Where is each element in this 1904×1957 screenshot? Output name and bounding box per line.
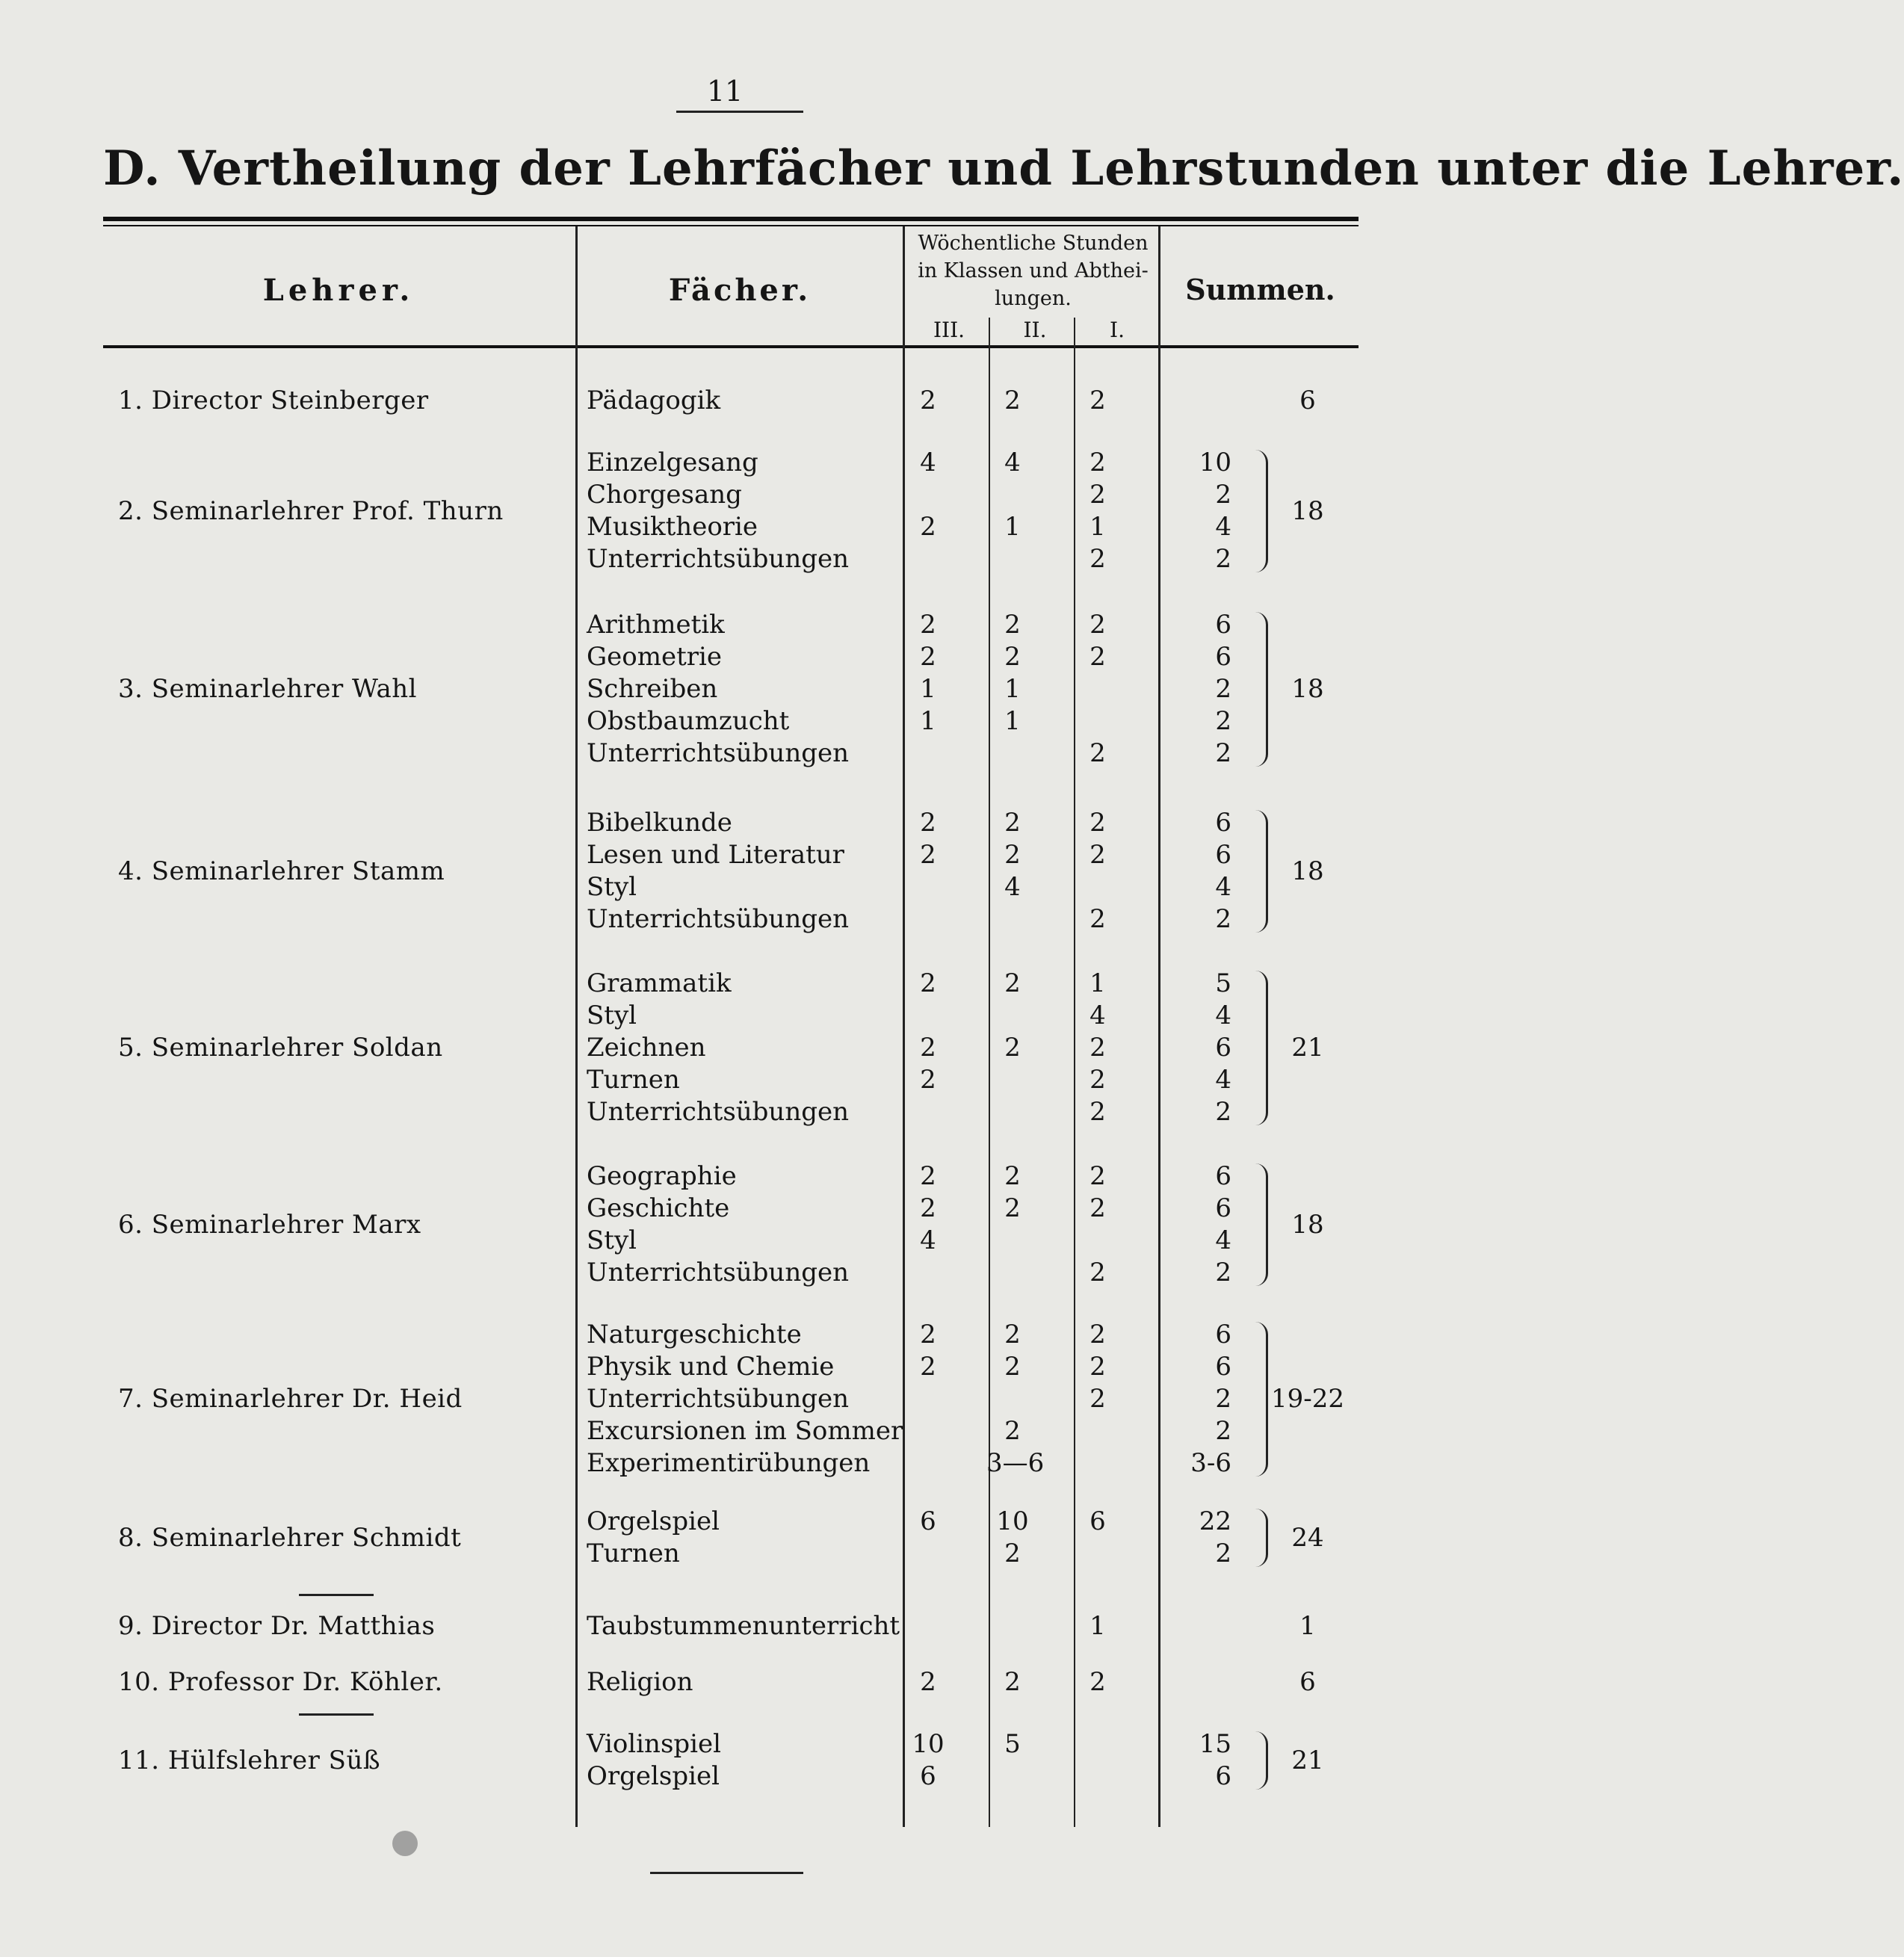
hours-class-II: 3—6 [986,1448,1045,1478]
hours-class-I: 2 [1089,1384,1106,1414]
weekly-hours-header-line2: in Klassen und Abthei- [918,259,1149,282]
hours-class-III: 2 [920,1320,936,1350]
hours-class-III: 2 [920,1033,936,1063]
hours-class-III: 2 [920,386,936,415]
subject-name: Lesen und Literatur [587,840,844,870]
page-number: 11 [706,75,744,108]
sums-column-header: Summen. [1185,273,1335,306]
sum-brace [1255,612,1268,767]
subject-name: Geometrie [587,642,723,672]
hours-class-I: 1 [1089,968,1106,998]
hours-class-III: 2 [920,512,936,542]
subject-sum: 2 [1215,1258,1231,1287]
subject-sum: 4 [1215,1065,1231,1095]
sum-brace [1255,810,1268,933]
subject-sum: 4 [1215,1001,1231,1030]
hours-class-III: 1 [920,674,936,704]
class-III-header: III. [933,318,965,342]
hours-class-III: 6 [920,1506,936,1536]
hours-class-III: 2 [920,1667,936,1697]
subject-name: Turnen [587,1539,680,1568]
teacher-name: 5. Seminarlehrer Soldan [118,1033,443,1063]
subject-name: Einzelgesang [587,448,758,477]
subject-sum: 4 [1215,512,1231,542]
subject-name: Taubstummenunterricht [587,1611,900,1641]
hours-class-I: 2 [1089,1033,1106,1063]
subject-name: Physik und Chemie [587,1352,835,1382]
subject-name: Bibelkunde [587,808,732,838]
subject-sum: 6 [1215,1193,1231,1223]
hours-class-I: 2 [1089,1193,1106,1223]
subject-sum: 4 [1215,1225,1231,1255]
hours-class-I: 2 [1089,1352,1106,1382]
hours-class-I: 1 [1089,1611,1106,1641]
sum-brace [1255,971,1268,1125]
subject-name: Geschichte [587,1193,730,1223]
hours-class-II: 2 [1004,386,1021,415]
hours-class-II: 2 [1004,808,1021,838]
sum-brace [1255,1322,1268,1477]
teacher-name: 8. Seminarlehrer Schmidt [118,1522,462,1553]
hours-class-I: 2 [1089,480,1106,510]
hours-class-III: 2 [920,808,936,838]
teacher-total: 1 [1299,1611,1316,1641]
hours-class-III: 10 [912,1729,945,1759]
hours-class-I: 2 [1089,738,1106,768]
teacher-name: 2. Seminarlehrer Prof. Thurn [118,495,504,526]
hours-class-I: 4 [1089,1001,1106,1030]
hours-class-III: 4 [920,1225,936,1255]
subject-sum: 4 [1215,872,1231,902]
teacher-total: 24 [1291,1522,1324,1553]
hours-class-II: 2 [1004,642,1021,672]
subject-name: Orgelspiel [587,1761,720,1791]
hours-class-III: 6 [920,1761,936,1791]
hours-class-II: 2 [1004,1667,1021,1697]
hours-class-II: 5 [1004,1729,1021,1759]
hours-class-I: 6 [1089,1506,1106,1536]
subject-sum: 6 [1215,1352,1231,1382]
footer-rule [650,1872,803,1874]
subject-name: Turnen [587,1065,680,1095]
teacher-total: 6 [1299,386,1316,415]
hours-class-I: 2 [1089,1667,1106,1697]
hours-class-I: 2 [1089,448,1106,477]
subject-sum: 2 [1215,706,1231,736]
subject-sum: 6 [1215,808,1231,838]
subject-sum: 5 [1215,968,1231,998]
ink-smudge [392,1831,418,1856]
subject-name: Pädagogik [587,386,721,415]
hours-class-II: 2 [1004,1193,1021,1223]
subject-sum: 2 [1215,480,1231,510]
hours-class-II: 2 [1004,1161,1021,1191]
hours-class-II: 2 [1004,610,1021,640]
hours-class-II: 1 [1004,512,1021,542]
hours-class-I: 2 [1089,642,1106,672]
hours-class-III: 2 [920,1352,936,1382]
hours-class-II: 2 [1004,1539,1021,1568]
teacher-total: 18 [1291,495,1324,526]
teacher-name: 3. Seminarlehrer Wahl [118,674,418,704]
hours-class-III: 2 [920,642,936,672]
hours-class-II: 2 [1004,968,1021,998]
subject-sum: 2 [1215,1097,1231,1127]
teacher-name: 9. Director Dr. Matthias [118,1611,436,1641]
subject-sum: 10 [1199,448,1231,477]
subject-name: Styl [587,1001,637,1030]
subjects-column-header: Fächer. [668,273,812,308]
hours-class-I: 1 [1089,512,1106,542]
subject-name: Experimentirübungen [587,1448,871,1478]
teacher-name: 1. Director Steinberger [118,386,429,415]
subject-name: Obstbaumzucht [587,706,790,736]
subject-sum: 22 [1199,1506,1231,1536]
teacher-total: 21 [1291,1745,1324,1775]
sum-brace [1255,1163,1268,1286]
page-number-rule [676,111,803,113]
subject-name: Chorgesang [587,480,742,510]
subject-name: Zeichnen [587,1033,706,1063]
subject-name: Styl [587,1225,637,1255]
hours-class-II: 2 [1004,1033,1021,1063]
subject-sum: 6 [1215,610,1231,640]
hours-class-III: 2 [920,968,936,998]
teacher-total: 18 [1291,674,1324,704]
subject-name: Schreiben [587,674,718,704]
subject-name: Unterrichtsübungen [587,738,850,768]
subject-sum: 2 [1215,1384,1231,1414]
hours-class-I: 2 [1089,544,1106,574]
subject-name: Religion [587,1667,693,1697]
subject-sum: 2 [1215,904,1231,934]
subject-sum: 2 [1215,1416,1231,1446]
teacher-name: 4. Seminarlehrer Stamm [118,856,445,886]
hours-class-III: 4 [920,448,936,477]
subject-sum: 2 [1215,674,1231,704]
header-bottom-rule [103,345,1359,348]
hours-class-II: 4 [1004,448,1021,477]
subject-name: Unterrichtsübungen [587,544,850,574]
subject-sum: 3-6 [1190,1448,1231,1478]
subject-name: Grammatik [587,968,732,998]
hours-class-III: 2 [920,840,936,870]
subject-sum: 6 [1215,1161,1231,1191]
hours-class-I: 2 [1089,1065,1106,1095]
teacher-total: 19-22 [1270,1384,1344,1414]
teacher-total: 18 [1291,856,1324,886]
sum-brace [1255,1509,1268,1567]
col-line-teacher-subjects [575,226,578,1827]
subject-name: Unterrichtsübungen [587,904,850,934]
hours-class-II: 4 [1004,872,1021,902]
page-title: D. Vertheilung der Lehrfächer und Lehrstunden unter die Lehrer. [103,140,1904,197]
subject-sum: 6 [1215,1320,1231,1350]
weekly-hours-header-line3: lungen. [995,287,1072,310]
section-divider-2 [299,1713,374,1716]
class-II-header: II. [1023,318,1047,342]
hours-class-I: 2 [1089,840,1106,870]
subject-name: Orgelspiel [587,1506,720,1536]
subject-sum: 2 [1215,1539,1231,1568]
hours-class-III: 2 [920,1161,936,1191]
table-top-rule-thick [103,217,1359,221]
hours-class-I: 2 [1089,1097,1106,1127]
section-divider-1 [299,1594,374,1596]
subject-name: Musiktheorie [587,512,758,542]
hours-class-II: 2 [1004,1320,1021,1350]
hours-class-I: 2 [1089,1258,1106,1287]
teacher-total: 6 [1299,1667,1316,1697]
hours-class-III: 2 [920,610,936,640]
hours-class-II: 1 [1004,674,1021,704]
subject-name: Styl [587,872,637,902]
hours-class-II: 2 [1004,840,1021,870]
hours-class-II: 1 [1004,706,1021,736]
subject-sum: 2 [1215,738,1231,768]
subject-sum: 6 [1215,642,1231,672]
subject-name: Excursionen im Sommer [587,1416,903,1446]
subject-name: Unterrichtsübungen [587,1384,850,1414]
sum-brace [1255,450,1268,572]
hours-class-III: 2 [920,1193,936,1223]
subject-sum: 6 [1215,1033,1231,1063]
subject-sum: 15 [1199,1729,1231,1759]
hours-class-II: 2 [1004,1416,1021,1446]
col-line-III-II [989,318,990,1827]
subject-name: Unterrichtsübungen [587,1097,850,1127]
hours-class-II: 2 [1004,1352,1021,1382]
sum-brace [1255,1731,1268,1790]
teacher-name: 7. Seminarlehrer Dr. Heid [118,1384,463,1414]
hours-class-III: 2 [920,1065,936,1095]
hours-class-I: 2 [1089,610,1106,640]
teacher-total: 21 [1291,1033,1324,1063]
weekly-hours-header-line1: Wöchentliche Stunden [918,232,1149,255]
hours-class-I: 2 [1089,808,1106,838]
hours-class-I: 2 [1089,1161,1106,1191]
subject-sum: 6 [1215,1761,1231,1791]
hours-class-II: 10 [996,1506,1029,1536]
table-top-rule-thin [103,225,1359,226]
teacher-column-header: Lehrer. [262,273,415,308]
hours-class-I: 2 [1089,386,1106,415]
subject-name: Arithmetik [587,610,725,640]
teacher-total: 18 [1291,1209,1324,1240]
hours-class-I: 2 [1089,1320,1106,1350]
col-line-hours-sums [1158,226,1160,1827]
subject-sum: 6 [1215,840,1231,870]
subject-name: Unterrichtsübungen [587,1258,850,1287]
teacher-name: 10. Professor Dr. Köhler. [118,1667,443,1697]
subject-name: Naturgeschichte [587,1320,802,1350]
subject-name: Violinspiel [587,1729,722,1759]
class-I-header: I. [1110,318,1125,342]
subject-sum: 2 [1215,544,1231,574]
subject-name: Geographie [587,1161,737,1191]
hours-class-III: 1 [920,706,936,736]
hours-class-I: 2 [1089,904,1106,934]
teacher-name: 11. Hülfslehrer Süß [118,1745,381,1775]
teacher-name: 6. Seminarlehrer Marx [118,1209,421,1240]
